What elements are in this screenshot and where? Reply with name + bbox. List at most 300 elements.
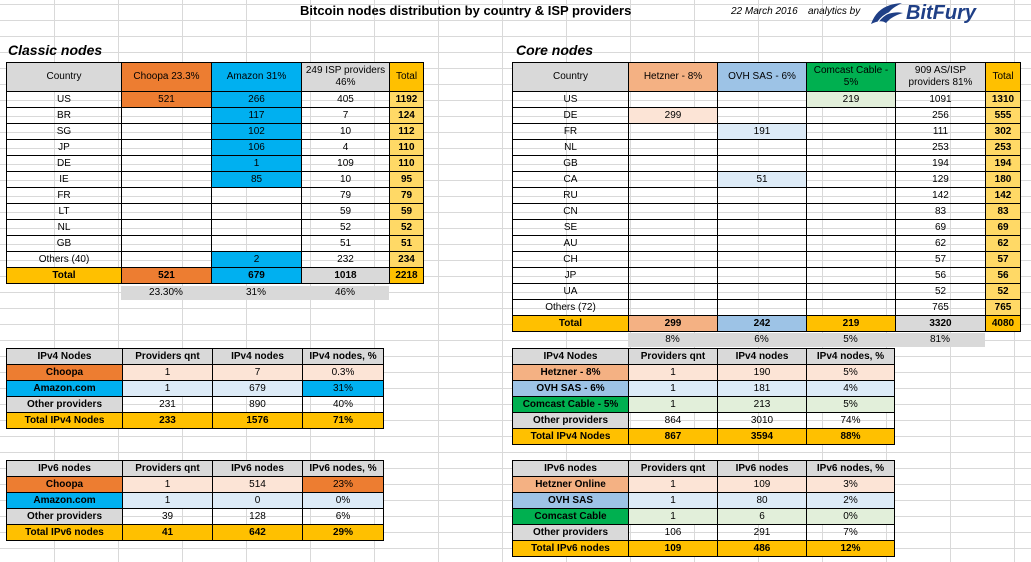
country-cell: LT [7,204,122,220]
column-header: Country [513,63,629,92]
value-cell: 231 [123,397,213,413]
provider-cell: Comcast Cable [513,509,629,525]
column-header: IPv4 nodes, % [303,349,384,365]
value-cell [718,220,807,236]
classic-section-title: Classic nodes [8,42,103,58]
table-row [7,493,384,509]
value-cell: 79 [390,188,424,204]
spacer-cell [985,333,1020,347]
column-header: IPv4 Nodes [7,349,123,365]
value-cell [807,252,896,268]
country-cell: UA [513,284,629,300]
value-cell [807,300,896,316]
classic-ipv6-table [6,460,384,541]
country-cell: FR [7,188,122,204]
value-cell: 2 [212,252,302,268]
spacer-cell [6,286,121,300]
total-cell: Total IPv6 nodes [513,541,629,557]
country-cell: DE [513,108,629,124]
value-cell: 59 [302,204,390,220]
provider-cell: Comcast Cable - 5% [513,397,629,413]
value-cell: 111 [896,124,986,140]
value-cell [629,124,718,140]
classic-nodes-table [6,62,424,284]
value-cell: 52 [390,220,424,236]
value-cell: 74% [807,413,895,429]
value-cell [629,252,718,268]
country-cell: US [7,92,122,108]
country-cell: GB [513,156,629,172]
country-cell: NL [513,140,629,156]
provider-cell: Amazon.com [7,493,123,509]
table-row [7,220,424,236]
value-cell: 51 [718,172,807,188]
total-cell: 299 [629,316,718,332]
country-cell: US [513,92,629,108]
value-cell [122,220,212,236]
country-cell: AU [513,236,629,252]
value-cell [807,108,896,124]
value-cell: 1 [123,381,213,397]
percent-cell: 23.30% [121,286,211,300]
percent-cell: 46% [301,286,389,300]
value-cell: 56 [986,268,1021,284]
table-row [7,156,424,172]
value-cell: 0 [213,493,303,509]
value-cell [212,188,302,204]
value-cell: 0% [807,509,895,525]
bitfury-logo [868,0,978,30]
value-cell: 514 [213,477,303,493]
value-cell: 5% [807,365,895,381]
value-cell: 110 [390,140,424,156]
provider-cell: Choopa [7,477,123,493]
provider-cell: Other providers [513,525,629,541]
value-cell: 765 [896,300,986,316]
country-cell: NL [7,220,122,236]
value-cell: 106 [212,140,302,156]
value-cell [122,236,212,252]
value-cell: 57 [896,252,986,268]
value-cell: 40% [303,397,384,413]
value-cell: 3010 [718,413,807,429]
column-header: Total [390,63,424,92]
value-cell: 1 [212,156,302,172]
value-cell: 405 [302,92,390,108]
value-cell [122,140,212,156]
value-cell: 80 [718,493,807,509]
value-cell: 190 [718,365,807,381]
value-cell: 1 [629,509,718,525]
column-header: IPv6 nodes, % [303,461,384,477]
value-cell [807,220,896,236]
total-cell: 867 [629,429,718,445]
value-cell [629,140,718,156]
column-header: IPv6 nodes [7,461,123,477]
value-cell [807,188,896,204]
value-cell: 69 [986,220,1021,236]
total-cell: 1018 [302,268,390,284]
value-cell [122,156,212,172]
value-cell [807,204,896,220]
value-cell: 213 [718,397,807,413]
value-cell: 142 [986,188,1021,204]
value-cell: 142 [896,188,986,204]
country-cell: Others (72) [513,300,629,316]
table-header-row [513,349,895,365]
value-cell [629,188,718,204]
total-cell: 679 [212,268,302,284]
column-header: Providers qnt [629,349,718,365]
percent-row [512,333,1020,347]
spacer-cell [512,333,628,347]
total-cell: 3320 [896,316,986,332]
spacer-cell [389,286,423,300]
total-row [513,541,895,557]
provider-cell: Other providers [7,397,123,413]
value-cell: 291 [718,525,807,541]
column-header: Providers qnt [629,461,718,477]
value-cell [629,156,718,172]
value-cell: 253 [986,140,1021,156]
table-row [7,252,424,268]
table-row [7,108,424,124]
country-cell: BR [7,108,122,124]
table-row [513,284,1021,300]
provider-cell: OVH SAS [513,493,629,509]
country-cell: RU [513,188,629,204]
value-cell: 129 [896,172,986,188]
provider-cell: Amazon.com [7,381,123,397]
value-cell: 521 [122,92,212,108]
total-row [513,429,895,445]
table-row [513,493,895,509]
table-header-row [513,63,1021,92]
country-cell: CH [513,252,629,268]
value-cell [718,92,807,108]
table-row [513,156,1021,172]
country-cell: SG [7,124,122,140]
table-header-row [7,63,424,92]
table-row [513,477,895,493]
table-row [7,365,384,381]
column-header: Amazon 31% [212,63,302,92]
core-ipv4-table [512,348,895,445]
value-cell: 1310 [986,92,1021,108]
value-cell [629,268,718,284]
value-cell [718,300,807,316]
country-cell: IE [7,172,122,188]
value-cell: 10 [302,172,390,188]
total-cell: 3594 [718,429,807,445]
table-row [7,124,424,140]
value-cell: 679 [213,381,303,397]
table-row [7,92,424,108]
value-cell: 110 [390,156,424,172]
provider-cell: Hetzner Online [513,477,629,493]
table-row [7,397,384,413]
value-cell: 79 [302,188,390,204]
table-row [513,268,1021,284]
bitfury-logo-icon [868,0,906,30]
table-row [513,236,1021,252]
value-cell: 3% [807,477,895,493]
column-header: Hetzner - 8% [629,63,718,92]
value-cell: 52 [896,284,986,300]
total-cell: Total IPv4 Nodes [513,429,629,445]
column-header: IPv4 nodes [718,349,807,365]
value-cell: 51 [302,236,390,252]
bitfury-brand: BitFury [906,2,976,24]
value-cell [807,268,896,284]
table-row [7,477,384,493]
column-header: IPv6 nodes [513,461,629,477]
value-cell [629,204,718,220]
value-cell: 194 [986,156,1021,172]
value-cell: 180 [986,172,1021,188]
column-header: IPv4 nodes [213,349,303,365]
table-row [513,365,895,381]
value-cell: 52 [302,220,390,236]
table-row [7,172,424,188]
value-cell: 7 [213,365,303,381]
value-cell: 109 [302,156,390,172]
value-cell [718,204,807,220]
value-cell: 194 [896,156,986,172]
country-cell: Others (40) [7,252,122,268]
value-cell: 57 [986,252,1021,268]
core-nodes-table [512,62,1021,332]
provider-cell: Other providers [7,509,123,525]
total-cell: 233 [123,413,213,429]
value-cell: 1 [123,493,213,509]
table-header-row [7,349,384,365]
value-cell [718,284,807,300]
column-header: 909 AS/ISP providers 81% [896,63,986,92]
percent-cell: 8% [628,333,717,347]
value-cell: 83 [896,204,986,220]
value-cell [718,156,807,172]
percent-row [6,286,423,300]
total-cell: 12% [807,541,895,557]
table-row [513,124,1021,140]
value-cell [718,188,807,204]
value-cell [122,124,212,140]
value-cell: 191 [718,124,807,140]
column-header: Total [986,63,1021,92]
value-cell: 1 [123,477,213,493]
classic-percent-row [6,286,423,300]
value-cell: 1 [629,493,718,509]
value-cell: 128 [213,509,303,525]
value-cell: 6 [718,509,807,525]
total-row [7,413,384,429]
provider-cell: Hetzner - 8% [513,365,629,381]
value-cell [122,252,212,268]
total-cell: Total IPv4 Nodes [7,413,123,429]
total-cell: 521 [122,268,212,284]
table-header-row [513,461,895,477]
value-cell: 5% [807,397,895,413]
value-cell: 219 [807,92,896,108]
value-cell: 256 [896,108,986,124]
total-cell: Total IPv6 nodes [7,525,123,541]
table-row [513,397,895,413]
table-row [513,220,1021,236]
value-cell [212,236,302,252]
total-cell: 219 [807,316,896,332]
total-cell: Total [7,268,122,284]
value-cell: 232 [302,252,390,268]
percent-cell: 31% [211,286,301,300]
value-cell: 4% [807,381,895,397]
value-cell: 234 [390,252,424,268]
value-cell: 85 [212,172,302,188]
percent-cell: 5% [806,333,895,347]
page-title: Bitcoin nodes distribution by country & ISP providers [300,3,632,18]
value-cell: 555 [986,108,1021,124]
column-header: IPv6 nodes [718,461,807,477]
value-cell: 109 [718,477,807,493]
value-cell [629,300,718,316]
table-row [513,188,1021,204]
column-header: IPv6 nodes [213,461,303,477]
value-cell: 266 [212,92,302,108]
value-cell: 112 [390,124,424,140]
total-row [7,525,384,541]
value-cell: 102 [212,124,302,140]
table-row [513,92,1021,108]
value-cell [122,172,212,188]
total-cell: 2218 [390,268,424,284]
core-percent-row [512,333,1020,347]
country-cell: DE [7,156,122,172]
country-cell: GB [7,236,122,252]
country-cell: CN [513,204,629,220]
total-row [7,268,424,284]
value-cell: 56 [896,268,986,284]
value-cell [718,268,807,284]
table-row [513,140,1021,156]
value-cell [629,172,718,188]
value-cell [629,92,718,108]
total-cell: 71% [303,413,384,429]
value-cell: 51 [390,236,424,252]
value-cell [122,108,212,124]
total-cell: 41 [123,525,213,541]
value-cell: 1 [629,365,718,381]
table-row [513,413,895,429]
value-cell: 1192 [390,92,424,108]
table-row [513,509,895,525]
table-row [513,108,1021,124]
total-row [513,316,1021,332]
country-cell: JP [513,268,629,284]
value-cell [807,156,896,172]
value-cell [718,236,807,252]
value-cell: 253 [896,140,986,156]
total-cell: Total [513,316,629,332]
total-cell: 242 [718,316,807,332]
core-ipv6-table [512,460,895,557]
value-cell: 23% [303,477,384,493]
value-cell: 31% [303,381,384,397]
column-header: 249 ISP providers 46% [302,63,390,92]
table-row [7,509,384,525]
value-cell [629,236,718,252]
value-cell: 62 [896,236,986,252]
value-cell [629,284,718,300]
value-cell: 1 [629,381,718,397]
total-cell: 486 [718,541,807,557]
value-cell: 7% [807,525,895,541]
column-header: Country [7,63,122,92]
value-cell: 1 [629,477,718,493]
value-cell: 10 [302,124,390,140]
value-cell [212,220,302,236]
value-cell: 0.3% [303,365,384,381]
value-cell: 2% [807,493,895,509]
value-cell: 83 [986,204,1021,220]
column-header: OVH SAS - 6% [718,63,807,92]
report-date: 22 March 2016 [731,6,798,17]
total-cell: 4080 [986,316,1021,332]
value-cell: 864 [629,413,718,429]
country-cell: JP [7,140,122,156]
value-cell: 62 [986,236,1021,252]
table-row [7,381,384,397]
country-cell: CA [513,172,629,188]
column-header: Providers qnt [123,461,213,477]
value-cell: 299 [629,108,718,124]
value-cell: 765 [986,300,1021,316]
value-cell: 39 [123,509,213,525]
value-cell: 7 [302,108,390,124]
total-cell: 1576 [213,413,303,429]
value-cell: 59 [390,204,424,220]
value-cell: 117 [212,108,302,124]
provider-cell: Other providers [513,413,629,429]
value-cell [807,284,896,300]
table-row [513,172,1021,188]
total-cell: 29% [303,525,384,541]
value-cell [629,220,718,236]
column-header: IPv4 Nodes [513,349,629,365]
table-row [7,140,424,156]
provider-cell: OVH SAS - 6% [513,381,629,397]
value-cell: 1091 [896,92,986,108]
table-row [7,204,424,220]
table-row [513,381,895,397]
value-cell [122,204,212,220]
value-cell: 52 [986,284,1021,300]
column-header: Choopa 23.3% [122,63,212,92]
classic-ipv4-table [6,348,384,429]
value-cell [718,252,807,268]
value-cell: 1 [629,397,718,413]
total-cell: 109 [629,541,718,557]
country-cell: SE [513,220,629,236]
value-cell [807,124,896,140]
percent-cell: 81% [895,333,985,347]
value-cell [718,140,807,156]
value-cell: 181 [718,381,807,397]
column-header: Providers qnt [123,349,213,365]
analytics-label: analytics by [808,6,861,17]
value-cell: 4 [302,140,390,156]
value-cell: 95 [390,172,424,188]
value-cell: 1 [123,365,213,381]
